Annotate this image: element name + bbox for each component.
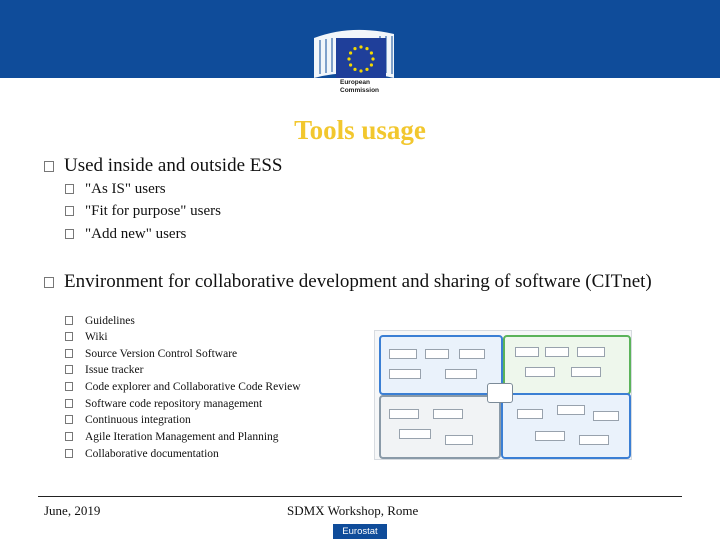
bullet-text: "Add new" users <box>85 226 187 242</box>
diagram-node <box>445 369 477 379</box>
logo-caption-line-1: European <box>340 79 370 86</box>
bullet-text: Continuous integration <box>85 414 191 426</box>
sub-bullet-add-new <box>65 226 186 243</box>
bullet-box-icon <box>65 229 74 239</box>
diagram-node <box>557 405 585 415</box>
diagram-node <box>459 349 485 359</box>
diagram-panel-gray <box>379 395 501 459</box>
eu-flag-icon <box>336 38 386 78</box>
bullet-box-icon <box>65 206 74 216</box>
diagram-node <box>389 409 419 419</box>
sub-bullet-ci <box>65 414 191 426</box>
sub-bullet-repository <box>65 398 262 410</box>
bullet-box-icon <box>65 316 73 325</box>
diagram-node <box>389 349 417 359</box>
bullet-text: Guidelines <box>85 315 135 327</box>
diagram-node <box>525 367 555 377</box>
diagram-node <box>425 349 449 359</box>
diagram-node <box>433 409 463 419</box>
sub-bullet-code-review <box>65 381 301 393</box>
diagram-node <box>399 429 431 439</box>
bullet-box-icon <box>65 332 73 341</box>
bullet-text: Environment for collaborative development and sharing of software (CITnet) <box>64 271 652 292</box>
bullet-text: Wiki <box>85 331 108 343</box>
bullet-box-icon <box>65 349 73 358</box>
bullet-text: Used inside and outside ESS <box>64 155 283 176</box>
footer-event: SDMX Workshop, Rome <box>287 503 419 518</box>
sub-bullet-wiki <box>65 331 108 343</box>
sub-bullet-svc <box>65 348 237 360</box>
sub-bullet-as-is <box>65 181 166 198</box>
footer-divider <box>38 496 682 497</box>
sub-bullet-guidelines <box>65 315 135 327</box>
bullet-box-icon <box>44 277 54 288</box>
diagram-panel-blue <box>379 335 503 395</box>
diagram-node <box>571 367 601 377</box>
bullet-text: Software code repository management <box>85 398 263 410</box>
bullet-box-icon <box>65 399 73 408</box>
bullet-text: Agile Iteration Management and Planning <box>85 431 279 443</box>
sub-bullet-fit-for-purpose <box>65 203 221 220</box>
sub-bullet-issue-tracker <box>65 364 143 376</box>
bullet-text: "As IS" users <box>85 181 166 197</box>
bullet-box-icon <box>65 365 73 374</box>
diagram-node <box>515 347 539 357</box>
bullet-box-icon <box>65 449 73 458</box>
footer-date: June, 2019 <box>44 503 101 518</box>
diagram-node <box>545 347 569 357</box>
slide-title: Tools usage <box>294 115 426 145</box>
bullet-text: Issue tracker <box>85 364 144 376</box>
bullet-box-icon <box>65 184 74 194</box>
citnet-architecture-diagram <box>374 330 632 460</box>
logo-caption-line-2: Commission <box>340 86 380 94</box>
diagram-node <box>389 369 421 379</box>
bullet-text: Collaborative documentation <box>85 448 219 460</box>
bullet-used-inside-outside <box>44 155 283 177</box>
diagram-hub-icon <box>487 383 513 403</box>
diagram-node <box>593 411 619 421</box>
diagram-panel-blue-lower <box>501 393 631 459</box>
bullet-text: "Fit for purpose" users <box>85 203 221 219</box>
diagram-node <box>579 435 609 445</box>
diagram-node <box>517 409 543 419</box>
sub-bullet-agile <box>65 431 279 443</box>
bullet-box-icon <box>44 161 54 172</box>
diagram-node <box>535 431 565 441</box>
bullet-box-icon <box>65 415 73 424</box>
diagram-node <box>445 435 473 445</box>
diagram-node <box>577 347 605 357</box>
eurostat-badge: Eurostat <box>333 524 387 539</box>
sub-bullet-documentation <box>65 448 219 460</box>
bullet-box-icon <box>65 382 73 391</box>
bullet-box-icon <box>65 432 73 441</box>
diagram-panel-green <box>503 335 631 395</box>
logo-caption <box>340 79 390 94</box>
bullet-text: Source Version Control Software <box>85 348 238 360</box>
bullet-citnet <box>44 270 674 293</box>
bullet-text: Code explorer and Collaborative Code Review <box>85 381 301 393</box>
